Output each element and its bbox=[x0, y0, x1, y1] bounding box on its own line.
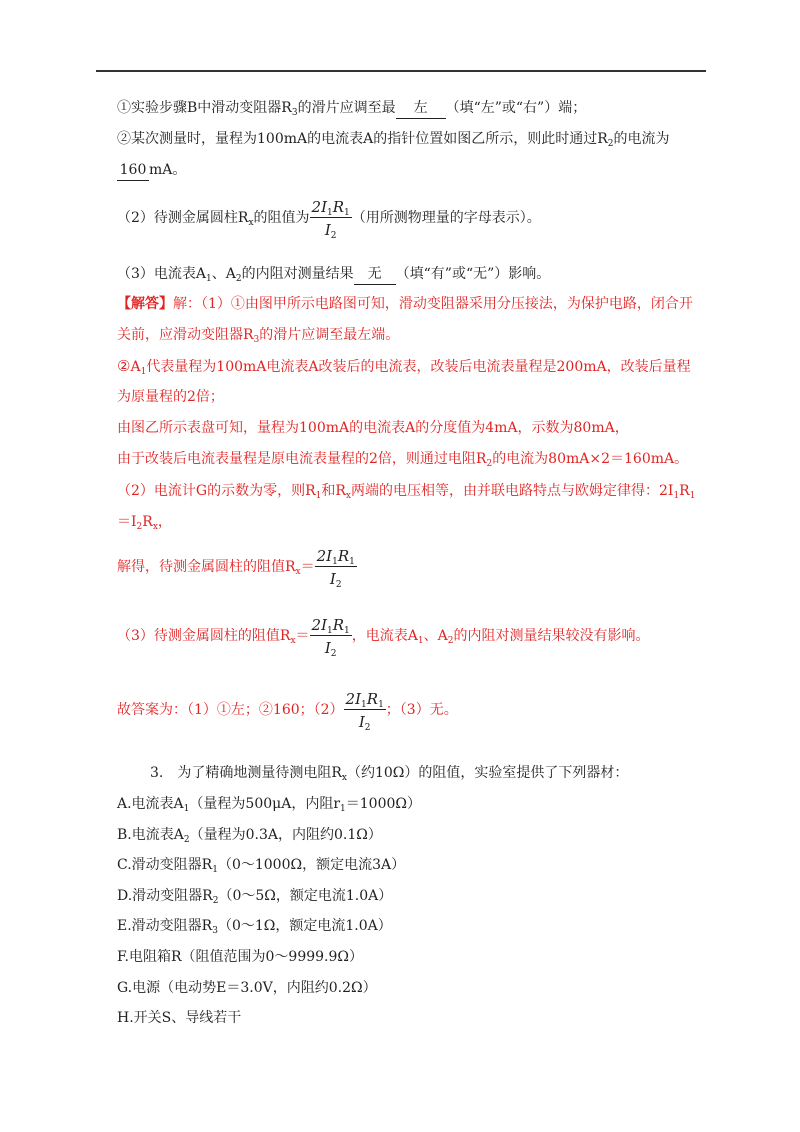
solution-line-7: （2）电流计G的示数为零，则$R_1$和$R_x$两端的电压相等，由并联电路特点与欧姆定律得：$2I_1R_1$ bbox=[117, 483, 696, 501]
solution-line-5: 由图乙所示表盘可知，量程为100mA的电流表A的分度值为4mA，示数为80mA， bbox=[117, 420, 629, 436]
solution-line-3: $②A_1$代表量程为100mA电流表A改装后的电流表，改装后电流表量程是200mA，改装后量程 bbox=[117, 357, 691, 377]
answer-left: 左 bbox=[396, 98, 446, 119]
q3-stem: 3. 为了精确地测量待测电阻$R_x$（约10Ω）的阻值，实验室提供了下列器材： bbox=[150, 765, 629, 783]
q3-option-f: F.电阻箱R（阻值范围为0～9999.9Ω） bbox=[117, 949, 364, 965]
q3-option-c: C.滑动变阻器$R_1(0\sim 1000\Omega$，额定电流3A） bbox=[117, 857, 406, 875]
answer-160: 160 bbox=[117, 160, 149, 181]
q3-option-d: D.滑动变阻器$R_2(0\sim 5\Omega$，额定电流1.0A） bbox=[117, 888, 393, 906]
q3-option-b: B.电流表$A_2$（量程为0.3A，内阻约0.1Ω） bbox=[117, 827, 382, 845]
final-answer-fraction: $\frac{2I_1R_1}{I_2}$ bbox=[345, 689, 384, 733]
solution-line-10: （3）待测金属圆柱的阻值$R_x=$ $\frac{2I_1R_1}{I_2}$ ，电流表$A_1$、$A_2$的内阻对测量结果较没有影响。 bbox=[117, 615, 650, 659]
solution-line-8: $=I_2R_x$， bbox=[117, 514, 172, 532]
q3-option-e: E.滑动变阻器$R_3(0\sim 1\Omega$，额定电流1.0A） bbox=[117, 918, 392, 936]
q2-step2-answer-line: 160 mA。 bbox=[117, 160, 186, 181]
solution-fraction-1: $\frac{2I_1R_1}{I_2}$ bbox=[316, 546, 355, 590]
solution-fraction-2: $\frac{2I_1R_1}{I_2}$ bbox=[311, 615, 350, 659]
q2-step2-line: ②某次测量时，量程为100mA的电流表A的指针位置如图乙所示，则此时通过$R_2$的电流为 bbox=[117, 131, 670, 149]
q3-option-g: G.电源（电动势E＝3.0V，内阻约0.2Ω） bbox=[117, 980, 377, 996]
answer-none: 无 bbox=[354, 264, 396, 285]
solution-line-4: 为原量程的2倍； bbox=[117, 389, 224, 405]
solution-line-9: 解得，待测金属圆柱的阻值$R_x=$ $\frac{2I_1R_1}{I_2}$ bbox=[117, 546, 355, 590]
solution-line-6: 由于改装后电流表量程是原电流表量程的2倍，则通过电阻$R_2$的电流为80mA×2＝160mA。 bbox=[117, 451, 689, 469]
q3-option-a: A.电流表$A_1$（量程为500μA，内阻$r_1=1000\Omega$） bbox=[117, 796, 422, 814]
solution-line-2: 关前，应滑动变阻器$R_3$的滑片应调至最左端。 bbox=[117, 327, 400, 345]
header-rule bbox=[96, 70, 706, 72]
formula-fraction: $\frac{2I_1R_1}{I_2}$ bbox=[311, 197, 350, 241]
q2-part3-line: （3）电流表$A_1$、$A_2$的内阻对测量结果 无 （填“有”或“无”）影响。 bbox=[117, 266, 551, 284]
q2-step1-line: ①实验步骤B中滑动变阻器$R_3$的滑片应调至最 左 （填“左”或“右”）端； bbox=[117, 100, 587, 118]
q2-part2-line: （2）待测金属圆柱$R_x$的阻值为 $\frac{2I_1R_1}{I_2}$ （用所测物理量的字母表示）。 bbox=[117, 197, 541, 241]
q3-option-h: H.开关S、导线若干 bbox=[117, 1010, 242, 1026]
solution-label: 【解答】 bbox=[117, 296, 173, 312]
solution-line-1: 【解答】解：（1）①由图甲所示电路图可知，滑动变阻器采用分压接法，为保护电路，闭合开 bbox=[117, 296, 693, 312]
final-answer-line: 故答案为：（1）①左；②160；（2） $\frac{2I_1R_1}{I_2}$ ；（3）无。 bbox=[117, 689, 458, 733]
